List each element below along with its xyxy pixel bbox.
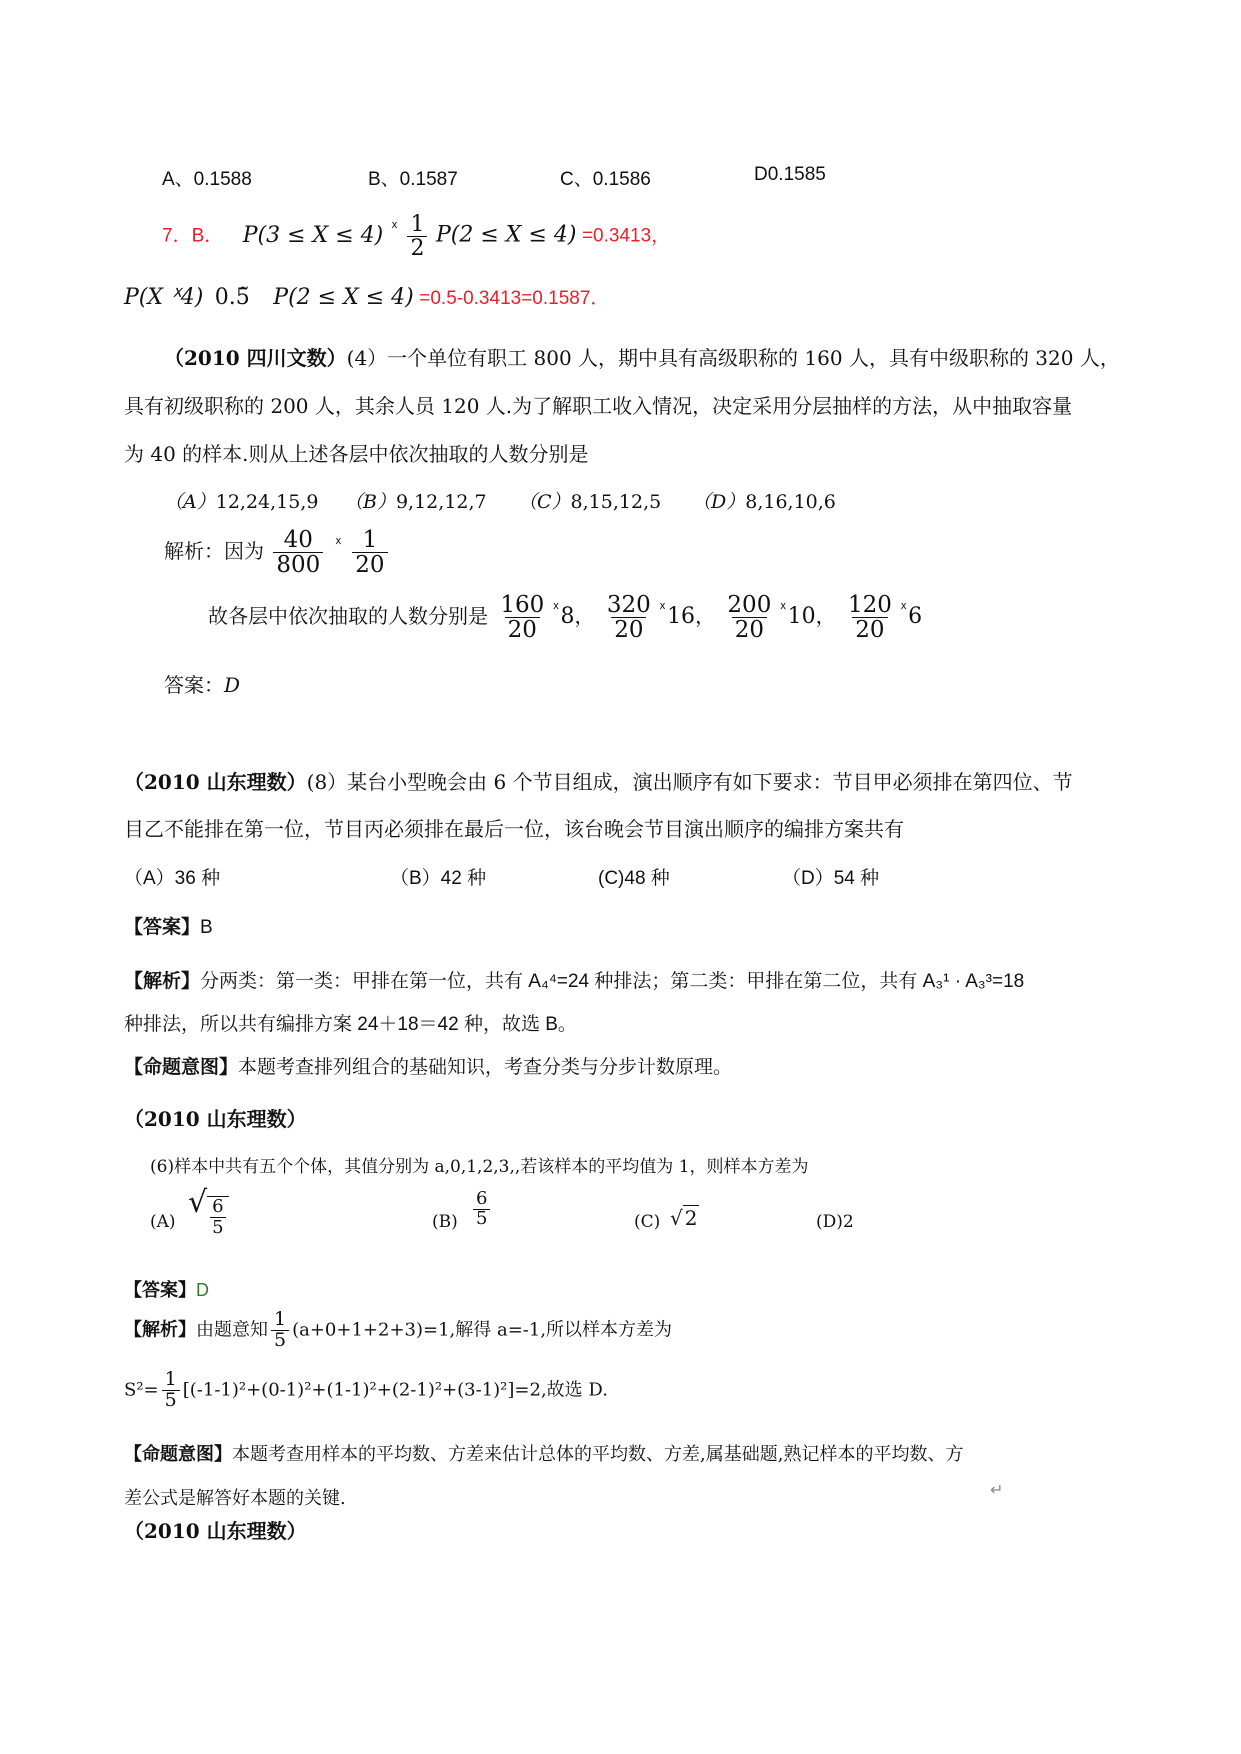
ratio-result-fraction: $\frac{1}{20}$ xyxy=(352,528,387,577)
layer-item: $\frac{320}{20}$ $^ᕽ$16， xyxy=(606,592,716,644)
garbled-symbol: ᕽ xyxy=(334,535,341,554)
sichuan-option-b: （B）9,12,12,7 xyxy=(344,491,487,513)
next-question-source: （2010 山东理数） xyxy=(124,1519,307,1543)
sichuan-question-line3: 为 40 的样本.则从上述各层中依次抽取的人数分别是 xyxy=(124,442,589,466)
ratio-fraction: $\frac{40}{800}$ xyxy=(273,528,323,577)
shandong6-question: (6)样本中共有五个个体，其值分别为 a,0,1,2,3,,若该样本的平均值为 1，则样本方差为 xyxy=(150,1157,809,1177)
shandong8-intent: 【命题意图】本题考查排列组合的基础知识，考查分类与分步计数原理。 xyxy=(124,1057,733,1078)
q7-result-1: =0.3413， xyxy=(581,225,671,247)
shandong6-intent-line2: 差公式是解答好本题的关键. xyxy=(124,1488,346,1509)
sichuan-option-c: （C）8,15,12,5 xyxy=(518,491,662,513)
q7-option-c: C、0.1586 xyxy=(560,169,651,190)
shandong8-source: （2010 山东理数） xyxy=(124,770,307,794)
shandong8-option-a: （A）36 种 xyxy=(124,868,221,889)
sichuan-question-line1: （2010 四川文数）(4）一个单位有职工 800 人，期中具有高级职称的 160 人，具有中级职称的 320 人， xyxy=(164,346,1120,370)
q7-solution-line2 xyxy=(124,283,609,310)
sichuan-answer-value: D xyxy=(224,673,241,697)
shandong6-variance: S²= $\frac{1}{5}$ [(-1-1)²+(0-1)²+(1-1)²+(2-1)²+(3-1)²]=2,故选 D. xyxy=(124,1368,608,1411)
q7-prob-tail: P(X ᕽ4) xyxy=(124,285,204,310)
sichuan-analysis-label: 解析：因为 xyxy=(164,539,264,564)
layer-item: $\frac{200}{20}$ $^ᕽ$10， xyxy=(727,592,836,644)
shandong8-option-c: (C)48 种 xyxy=(598,868,670,889)
sichuan-option-a: （A）12,24,15,9 xyxy=(164,491,319,513)
sichuan-analysis xyxy=(164,528,391,577)
shandong8-analysis-line2: 种排法，所以共有编排方案 24＋18＝42 种，故选 B。 xyxy=(124,1014,577,1035)
garbled-symbol: ᕽ xyxy=(390,218,397,237)
layer-item: $\frac{120}{20}$ $^ᕽ$6 xyxy=(847,592,923,644)
half-fraction: $\frac{1}{2}$ xyxy=(407,213,427,260)
shandong6-source: （2010 山东理数） xyxy=(124,1107,307,1131)
sichuan-layers-label: 故各层中依次抽取的人数分别是 xyxy=(208,604,488,629)
sqrt-six-fifths: √ $\frac{6}{5}$ xyxy=(188,1188,229,1238)
shandong6-option-a-label: (A) xyxy=(150,1212,176,1232)
shandong8-question-line2: 目乙不能排在第一位，节目丙必须排在最后一位，该台晚会节目演出顺序的编排方案共有 xyxy=(124,817,904,841)
q7-half-value: 0.5̃ xyxy=(214,285,250,310)
sichuan-layers xyxy=(208,593,922,642)
shandong8-option-d: （D）54 种 xyxy=(782,868,880,889)
shandong8-analysis-line1: 【解析】分两类：第一类：甲排在第一位，共有 A₄⁴=24 种排法；第二类：甲排在第二位，共有 A₃¹ · A₃³=18 xyxy=(124,971,1025,992)
sichuan-option-d: （D）8,16,10,6 xyxy=(692,491,836,513)
shandong8-option-b: （B）42 种 xyxy=(390,868,487,889)
q7-result-2: =0.5-0.3413=0.1587． xyxy=(419,288,610,309)
sichuan-source: （2010 四川文数） xyxy=(164,346,347,370)
shandong6-option-d-label: (D)2 xyxy=(816,1212,854,1232)
paragraph-mark-icon: ↵ xyxy=(990,1482,1004,1499)
q7-prob-range: P(2 ≤ X ≤ 4) xyxy=(273,285,414,310)
q7-prob-left: P(3 ≤ X ≤ 4) xyxy=(242,222,384,248)
shandong6-analysis: 【解析】由题意知 $\frac{1}{5}$ (a+0+1+2+3)=1,解得 a=-1,所以样本方差为 xyxy=(124,1308,673,1351)
sichuan-answer: 答案：D xyxy=(164,673,241,697)
shandong8-answer: 【答案】B xyxy=(124,917,213,938)
sichuan-question-line2: 具有初级职称的 200 人，其余人员 120 人.为了解职工收入情况，决定采用分层抽样的方法，从中抽取容量 xyxy=(124,394,1073,418)
q7-option-b: B、0.1587 xyxy=(368,169,458,190)
shandong6-intent-line1: 【命题意图】本题考查用样本的平均数、方差来估计总体的平均数、方差,属基础题,熟记样本的平均数、方 xyxy=(124,1444,964,1465)
one-fifth-fraction: $\frac{1}{5}$ xyxy=(162,1370,180,1411)
shandong8-question-line1: （2010 山东理数）(8）某台小型晚会由 6 个节目组成，演出顺序有如下要求：节目甲必须排在第四位、节 xyxy=(124,770,1073,794)
six-fifths-fraction: $\frac{6}{5}$ xyxy=(473,1190,490,1229)
q7-solution-line1 xyxy=(162,213,670,260)
shandong8-answer-value: B xyxy=(200,917,213,938)
shandong6-answer-value: D xyxy=(196,1280,209,1300)
shandong6-answer: 【答案】D xyxy=(124,1280,209,1300)
q7-option-d: D0.1585 xyxy=(754,164,826,185)
one-fifth-fraction: $\frac{1}{5}$ xyxy=(271,1310,289,1351)
q7-prob-right: P(2 ≤ X ≤ 4) xyxy=(435,222,577,248)
shandong6-option-b-label: (B) xyxy=(432,1212,458,1232)
layer-item: $\frac{160}{20}$ $^ᕽ$8， xyxy=(500,592,595,644)
sqrt-two: √ 2 xyxy=(670,1206,698,1230)
q7-solution-label: 7．B． xyxy=(162,225,224,247)
shandong6-option-c-label: (C) xyxy=(634,1212,661,1232)
q7-option-a: A、0.1588 xyxy=(162,169,252,190)
